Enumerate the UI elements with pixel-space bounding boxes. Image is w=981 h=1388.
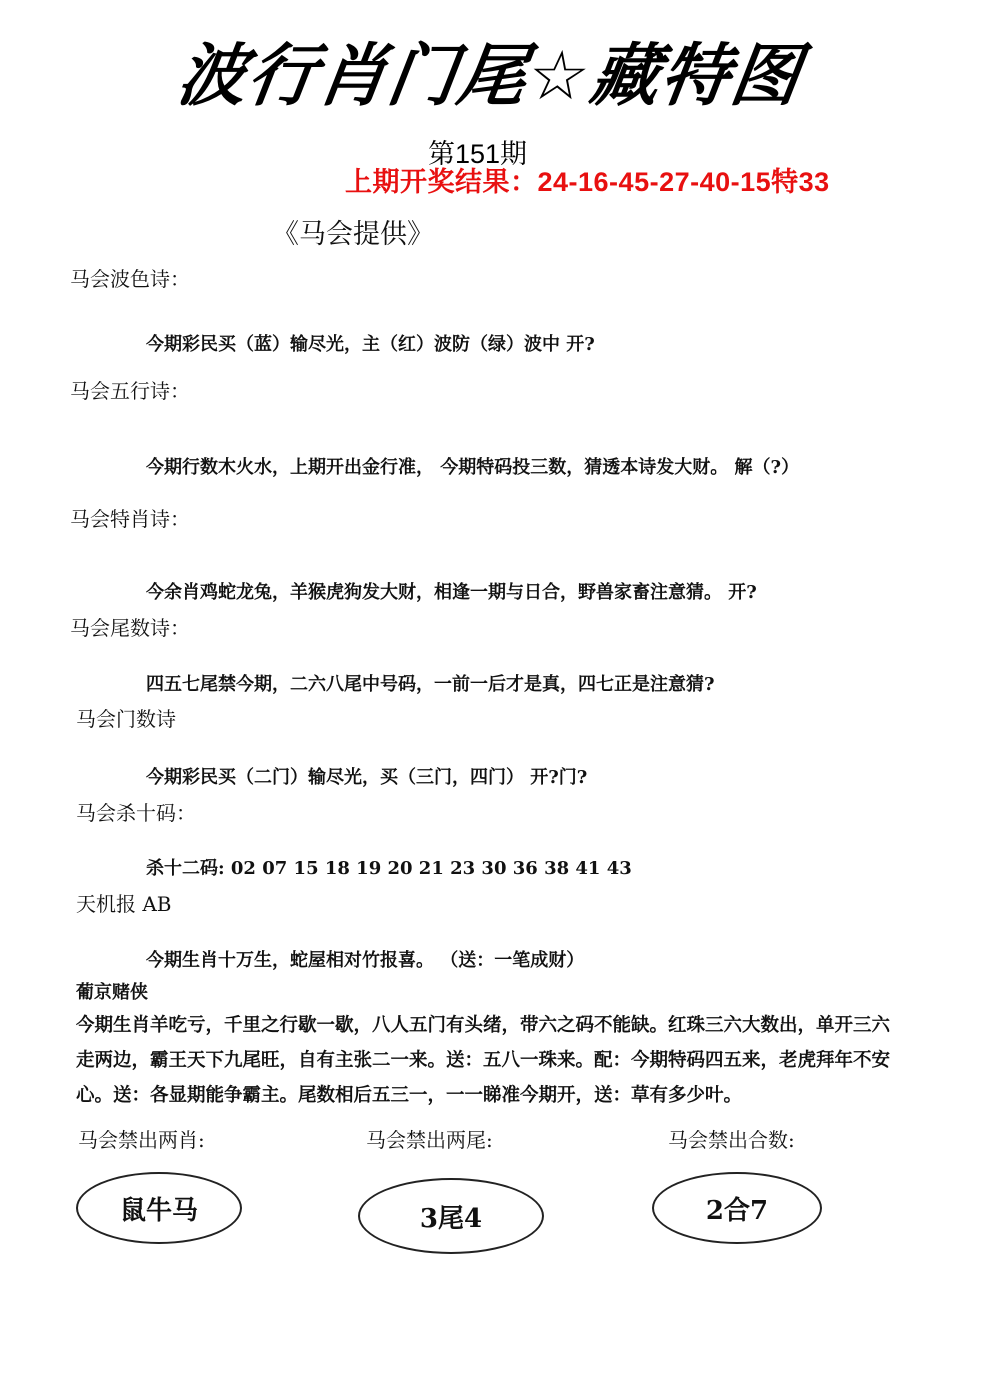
kill-numbers-line: 杀十二码: 02 07 15 18 19 20 21 23 30 36 38 41 43: [146, 858, 632, 879]
section-heading-door-number: 马会门数诗: [76, 707, 176, 731]
ban-label-sum: 马会禁出合数:: [668, 1128, 795, 1152]
pujing-paragraph: 今期生肖羊吃亏，千里之行歇一歇，八人五门有头绪，带六之码不能缺。红珠三六大数出，单开三六走两边，霸王天下九尾旺，自有主张二一来。送：五八一珠来。配：今期特码四五来，老虎拜年不安心。送：各显期能争霸主。尾数相后五三一，一一睇准今期开，送：草有多少叶。: [76, 1015, 891, 1106]
ban-value-tail: 3尾4: [419, 1203, 483, 1234]
poem-tianji: 今期生肖十万生，蛇屋相对竹报喜。 （送：一笔成财）: [146, 950, 585, 971]
ban-oval-zodiac: [76, 1172, 242, 1244]
ban-value-zodiac: 鼠牛马: [119, 1195, 198, 1226]
ban-oval-sum: [652, 1172, 822, 1244]
poem-tail-number: 四五七尾禁今期，二六八尾中号码，一前一后才是真，四七正是注意猜?: [146, 674, 715, 695]
poem-five-elements: 今期行数木火水，上期开出金行准， 今期特码投三数，猜透本诗发大财。 解（?）: [146, 457, 800, 478]
ban-value-sum: 2合7: [705, 1195, 769, 1226]
page-title: 波行肖门尾☆藏特图: [172, 37, 807, 116]
poem-door-number: 今期彩民买（二门）输尽光，买（三门，四门） 开?门?: [146, 767, 588, 788]
section-heading-kill-numbers: 马会杀十码：: [76, 801, 196, 825]
issue-number: 第151期: [428, 139, 528, 169]
ban-label-tail: 马会禁出两尾:: [366, 1128, 493, 1152]
section-heading-wave-color: 马会波色诗：: [70, 267, 190, 291]
last-draw-result: 上期开奖结果：24-16-45-27-40-15特33: [345, 167, 830, 197]
poem-wave-color: 今期彩民买（蓝）输尽光，主（红）波防（绿）波中 开?: [146, 334, 595, 355]
section-heading-tianji: 天机报 AB: [76, 892, 172, 916]
provider-label: 《马会提供》: [272, 219, 434, 250]
section-heading-five-elements: 马会五行诗：: [70, 379, 190, 403]
section-heading-special-zodiac: 马会特肖诗：: [70, 507, 190, 531]
section-heading-pujing: 葡京赌侠: [76, 982, 148, 1003]
ban-oval-tail: [358, 1178, 544, 1254]
poem-special-zodiac: 今余肖鸡蛇龙兔，羊猴虎狗发大财，相逢一期与日合，野兽家畜注意猜。 开?: [146, 582, 757, 603]
section-heading-tail-number: 马会尾数诗：: [70, 616, 190, 640]
ban-label-zodiac: 马会禁出两肖:: [78, 1128, 205, 1152]
